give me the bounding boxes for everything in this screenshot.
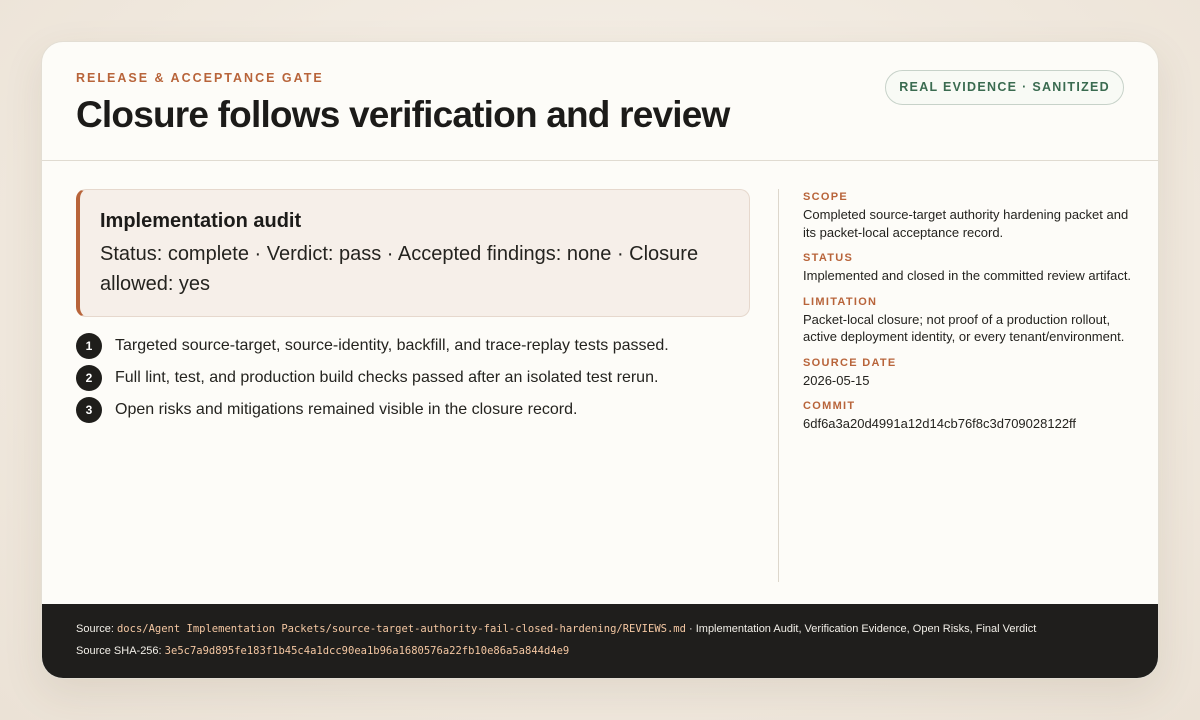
sha-line: [76, 644, 1124, 666]
meta-label: COMMIT: [803, 400, 856, 412]
audit-callout: [76, 189, 750, 317]
meta-value: 2026-05-15: [803, 372, 870, 388]
source-label: Source:: [76, 623, 114, 635]
eyebrow-label: RELEASE & ACCEPTANCE GATE: [76, 71, 324, 85]
step-number-badge: 2: [76, 365, 102, 391]
step-number-badge: 3: [76, 397, 102, 423]
sha-value: 3e5c7a9d895fe183f1b45c4a1dcc90ea1b96a1680576a22fb10e86a5a844d4e9: [164, 645, 570, 657]
meta-value: Implemented and closed in the committed review artifact.: [803, 268, 1132, 283]
source-sections: · Implementation Audit, Verification Evidence, Open Risks, Final Verdict: [689, 623, 1037, 635]
metadata-panel: [803, 190, 1133, 443]
meta-scope: [803, 190, 1133, 241]
meta-label: STATUS: [803, 252, 854, 264]
step-item: [76, 362, 750, 394]
evidence-badge: REAL EVIDENCE · SANITIZED: [885, 70, 1124, 105]
step-text: Open risks and mitigations remained visible in the closure record.: [115, 401, 578, 418]
page-title: Closure follows verification and review: [76, 94, 730, 135]
meta-status: [803, 251, 1133, 285]
meta-label: LIMITATION: [803, 295, 878, 308]
card-header: [42, 42, 1158, 161]
meta-limitation: [803, 295, 1133, 346]
step-item: [76, 330, 750, 362]
meta-commit: [803, 399, 1133, 433]
step-number-badge: 1: [76, 333, 102, 359]
evidence-card: [41, 41, 1159, 679]
meta-source-date: [803, 356, 1133, 390]
source-footer: [42, 604, 1158, 678]
vertical-divider: [778, 189, 779, 582]
source-line: [76, 622, 1124, 644]
meta-value: Completed source-target authority hardening packet and its packet-local acceptance record.: [803, 207, 1129, 240]
meta-label: SCOPE: [803, 191, 849, 203]
meta-label: SOURCE DATE: [803, 356, 897, 369]
source-path: docs/Agent Implementation Packets/source-target-authority-fail-closed-hardening/REVIEWS.md: [116, 623, 686, 635]
verification-steps: [76, 330, 750, 426]
audit-section: [76, 189, 750, 426]
audit-title: Implementation audit: [100, 210, 302, 232]
commit-hash: 6df6a3a20d4991a12d14cb76f8c3d709028122ff: [803, 416, 1077, 431]
step-text: Full lint, test, and production build checks passed after an isolated test rerun.: [115, 369, 659, 386]
meta-value: Packet-local closure; not proof of a production rollout, active deployment identity, or every tenant/environment.: [803, 311, 1125, 344]
audit-status: Status: complete · Verdict: pass · Accepted findings: none · Closure allowed: yes: [100, 243, 699, 295]
step-text: Targeted source-target, source-identity, backfill, and trace-replay tests passed.: [115, 337, 669, 354]
sha-label: Source SHA-256:: [76, 645, 162, 657]
step-item: [76, 394, 750, 426]
